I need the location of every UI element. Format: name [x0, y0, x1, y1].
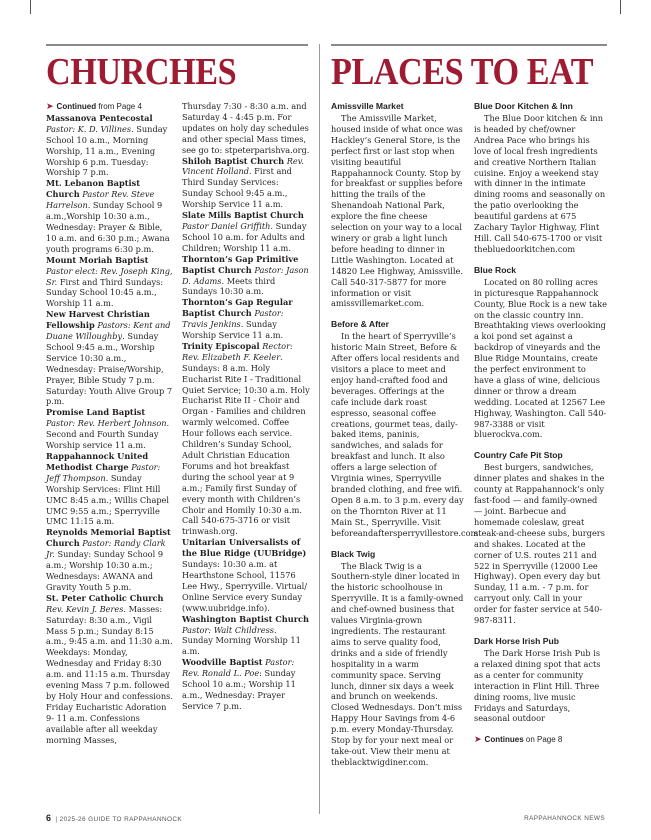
restaurant-name: Blue Door Kitchen & Inn	[474, 101, 573, 111]
church-name: Rappahannock United Methodist Charge	[46, 451, 149, 472]
church-listing	[46, 407, 174, 451]
churches-column-1	[46, 101, 174, 745]
churches-header	[46, 44, 308, 92]
church-name: Slate Mills Baptist Church	[182, 210, 304, 221]
places-heading: PLACES TO EAT	[331, 51, 594, 93]
restaurant-listing	[331, 549, 464, 768]
churches-column-2	[182, 101, 310, 712]
church-pastor: Pastor: K. D. Villines	[46, 123, 132, 134]
restaurant-name: Blue Rock	[474, 264, 517, 275]
church-details: : Sunday School 10 a.m.; Worship 11 a.m., Wednesday: Prayer Service 7 p.m.	[182, 668, 296, 711]
crop-mark-right	[620, 0, 621, 14]
church-details: . Meets third Sundays 10:30 a.m.	[182, 275, 276, 297]
church-pastor: Rev. Kevin J. Beres	[46, 603, 124, 614]
church-details: . Masses: Saturday: 8:30 a.m., Vigil Mass 5 p.m.; Sunday 8:15 a.m., 9:45 a.m. and 11:30 a.m. Weekdays: Monday, Wednesday and Friday 8:30 a.m. and 11:15 a.m. Thursday evening Mass 7 p.m. followed by Holy Hour and confessions. Friday Eucharistic Adoration 9- 11 a.m. Confessions available after all weekday morning Masses,	[46, 603, 173, 745]
church-pastor: Rector: Rev. Elizabeth F. Keeler	[182, 340, 293, 362]
church-pastor: Pastor elect: Rev. Joseph King, Sr.	[46, 265, 173, 287]
restaurant-listing	[474, 450, 607, 626]
churches-list-1	[46, 113, 174, 746]
continues-to-text: on Page 8	[523, 735, 563, 745]
restaurant-description: Best burgers, sandwiches, dinner plates and shakes in the county at Rappahannock’s only fast-food — and family-owned — joint. Barbecue and homemade coleslaw, great steak-and-cheese subs, burgers and shakes. Located at the corner of U.S. routes 211 and 522 in Sperryville (12000 Lee Highway). Open every day but Sunday, 11 a.m. - 7 p.m. for carryout only. Call in your order for faster service at 540-987-8311.	[474, 462, 605, 626]
places-header-rule	[331, 44, 607, 46]
restaurant-name: Dark Horse Irish Pub	[474, 635, 560, 646]
church-listing	[182, 657, 310, 712]
church-name: Thornton’s Gap Regular Baptist Church	[182, 297, 293, 319]
restaurant-listing	[474, 101, 607, 255]
footer-right	[524, 815, 605, 822]
church-listing	[182, 537, 310, 613]
footer-left	[46, 813, 182, 823]
church-pastor: Pastor Rev. Steve Harrelson	[46, 189, 155, 211]
church-details: First and Third Sundays: Sunday School 10:45 a.m., Worship 11 a.m.	[46, 276, 164, 309]
church-details: Sunday: Sunday School 9 a.m.; Worship 10:30 a.m.; Wednesdays: AWANA and Gravity Youth 5 p.m.	[46, 549, 164, 592]
church-listing	[182, 614, 310, 658]
church-pastor: Pastor: Randy Clark Jr.	[46, 538, 166, 560]
places-list-2	[474, 101, 607, 724]
restaurant-description: The Blue Door kitchen & inn is headed by chef/owner Andrea Pace who brings his love of local fresh ingredients and creative Northern Italian cuisine. Enjoy a weekend stay with dinner in the intimate dining rooms and seasonally on the patio overlooking the beautiful gardens at 675 Zachary Taylor Highway, Flint Hill. Call 540-675-1700 or visit thebluedoorkitchen.com	[474, 113, 606, 254]
continues-note	[474, 734, 607, 746]
continued-from-note	[46, 101, 174, 113]
church-name: St. Peter Catholic Church	[46, 592, 164, 603]
church-details: . Second and Fourth Sunday Worship service 11 a.m.	[46, 418, 170, 451]
church-pastor: Pastor: Jeff Thompson	[46, 461, 161, 483]
places-column-2	[474, 101, 607, 746]
church-name: New Harvest Christian Fellowship	[46, 309, 150, 331]
continued-word: Continued	[56, 102, 97, 111]
restaurant-description: The Black Twig is a Southern-style diner located in the historic schoolhouse in Sperryville. It is a family-owned and chef-owned business that values Virginia-grown ingredients. The restaurant aims to serve quality food, drinks and a side of friendly hospitality in a warm community space. Serving lunch, dinner six days a week and brunch on weekends. Closed Wednesdays. Don’t miss Happy Hour Savings from 4-6 p.m. every Monday-Thursday. Stop by for your next meal or take-out. View their menu at theblacktwigdiner.com.	[331, 560, 464, 767]
church-pastor: Rev. Vincent Holland	[182, 155, 304, 177]
church-name: Washington Baptist Church	[182, 613, 309, 624]
church-details: . Sunday Worship Service 11 a.m.	[182, 319, 284, 341]
places-list-1	[331, 101, 479, 768]
church-listing	[182, 101, 310, 156]
church-details: . Sunday Morning Worship 11 a.m.	[182, 624, 301, 657]
footer-guide-title: | 2025-26 GUIDE TO RAPPAHANNOCK	[55, 816, 183, 823]
church-listing	[182, 254, 310, 298]
restaurant-listing	[331, 319, 479, 538]
restaurant-description: The Amissville Market, housed inside of what once was Hackley’s General Store, is the perfect first or last stop when visiting beautiful Rappahannock County. Stop by for breakfast or supplies before hitting the trails of the Shenandoah National Park, explore the fine cheese selection on your way to a local winery or grab a light lunch before heading to dinner in Little Washington. Located at 14820 Lee Highway, Amissville. Call 540-317-5877 for more information or visit amissvillemarket.com.	[331, 113, 463, 309]
church-pastor: Pastors: Kent and Duane Willoughby	[46, 320, 171, 342]
church-name: Mount Moriah Baptist	[46, 254, 149, 265]
church-details: . Sundays: 8 a.m. Holy Eucharist Rite I - Traditional Quiet Service; 10:30 a.m. Holy Eucharist Rite II - Choir and Organ - Families and children warmly welcomed. Coffee Hour follows each service. Children’s Sunday School, Adult Christian Education Forums and hot breakfast during the school year at 9 a.m.; Family first Sunday of every month with Children’s Choir and Homily 10:30 a.m. Call 540-675-3716 or visit trinwash.org.	[182, 351, 310, 537]
arrow-right-icon: ➤	[474, 734, 482, 745]
churches-list-2	[182, 101, 310, 712]
continued-from-text: from Page 4	[96, 102, 142, 111]
church-pastor: Pastor: Rev. Ronald L. Poe	[182, 657, 295, 679]
church-details: Thursday 7:30 - 8:30 a.m. and Saturday 4 - 4:45 p.m. For updates on holy day schedules and other special Mass times, see go to: stpeterparishva.org.	[182, 101, 310, 155]
church-listing	[46, 113, 174, 178]
church-listing	[46, 593, 174, 746]
church-listing	[46, 309, 174, 407]
restaurant-description: In the heart of Sperryville’s historic Main Street, Before & After offers local residents and visitors a place to meet and enjoy hand-crafted food and beverages. Offerings at the cafe include dark roast espresso, seasonal coffee creations, gourmet teas, daily-baked items, paninis, sandwiches, and salads for breakfast and lunch. It also offers a large selection of Virginia wines, Sperryville branded clothing, and free wifi. Open 8 a.m. to 3 p.m. every day on the Thornton River at 11 Main St., Sperryville. Visit beforeandaftersperryvillestore.com	[331, 331, 479, 538]
church-listing	[182, 156, 310, 211]
church-name: Mt. Lebanon Baptist Church	[46, 178, 140, 200]
churches-heading: CHURCHES	[46, 51, 237, 93]
church-details: . Sunday School 9:45 a.m., Worship Service 10:30 a.m., Wednesday: Praise/Worship, Prayer, Bible Study 7 p.m. Saturday: Youth Alive Group 7 p.m.	[46, 331, 173, 407]
arrow-right-icon: ➤	[46, 101, 54, 111]
church-listing	[182, 210, 310, 254]
restaurant-name: Amissville Market	[331, 101, 404, 111]
restaurant-description: Located on 80 rolling acres in picturesque Rappahannock County, Blue Rock is a new take on the classic country inn. Breathtaking views overlooking a koi pond set against a backdrop of vineyards and the Blue Ridge Mountains, create the perfect environment to have a glass of wine, delicious dinner or throw a dream wedding. Located at 12567 Lee Highway, Washington. Call 540-987-3388 or visit bluerockva.com.	[474, 276, 607, 440]
church-name: Trinity Episcopal	[182, 340, 260, 351]
church-name: Promise Land Baptist	[46, 407, 146, 418]
church-details: . Sunday School 10 a.m. for Adults and Children; Worship 11 a.m.	[182, 220, 307, 253]
church-listing	[46, 178, 174, 254]
church-pastor: Pastor: Rev. Herbert Johnson	[46, 418, 167, 429]
places-column-1	[331, 101, 479, 778]
church-pastor: Pastor: Jason D. Adams	[182, 264, 309, 286]
church-name: Shiloh Baptist Church	[182, 155, 285, 166]
restaurant-listing	[331, 101, 464, 309]
church-listing	[46, 255, 174, 310]
churches-header-rule	[46, 44, 308, 46]
church-listing	[182, 341, 310, 537]
church-details: Sundays: 10:30 a.m. at Hearthstone School, 11576 Lee Hwy., Sperryville. Virtual/ Online Service every Sunday (www.uubridge.info).	[182, 559, 308, 613]
church-name: Woodville Baptist	[182, 657, 263, 668]
church-pastor: Pastor: Walt Childress	[182, 624, 274, 635]
crop-mark-left	[30, 0, 31, 14]
restaurant-name: Black Twig	[331, 548, 376, 559]
church-name: Unitarian Universalists of the Blue Ridge (UUBridge)	[182, 537, 307, 559]
church-details: . Sunday Worship Services: Flint Hill UMC 8:45 a.m.; Willis Chapel UMC 9:55 a.m.; Sperryville UMC 11:15 a.m.	[46, 472, 170, 527]
church-details: . Sunday School 10 a.m., Morning Worship, 11 a.m., Evening Worship 6 p.m. Tuesday: Worship 7 p.m.	[46, 123, 168, 178]
church-listing	[46, 527, 174, 592]
restaurant-listing	[474, 636, 607, 724]
column-divider	[319, 44, 320, 814]
restaurant-name: Country Cafe Pit Stop	[474, 450, 563, 461]
church-name: Thornton’s Gap Primitive Baptist Church	[182, 253, 299, 275]
church-pastor: Pastor: Travis Jenkins	[182, 308, 284, 330]
page-number: 6	[46, 813, 52, 823]
church-listing	[46, 451, 174, 527]
church-details: . Sunday School 9 a.m.,Worship 10:30 a.m., Wednesday: Prayer & Bible, 10 a.m. and 6:30 p.m.; Awana youth programs 6:30 p.m.	[46, 200, 170, 254]
church-details: . First and Third Sunday Services: Sunday School 9:45 a.m., Worship Service 11 a.m.	[182, 166, 292, 210]
places-header	[331, 44, 607, 92]
restaurant-description: The Dark Horse Irish Pub is a relaxed dining spot that acts as a center for community interaction in Flint Hill. Three dining rooms, live music Fridays and Saturdays, seasonal outdoor	[474, 647, 601, 724]
church-listing	[182, 297, 310, 341]
continues-word: Continues	[484, 735, 524, 745]
restaurant-listing	[474, 265, 607, 441]
church-name: Reynolds Memorial Baptist Church	[46, 527, 171, 549]
footer-publication: RAPPAHANNOCK NEWS	[524, 815, 605, 822]
church-pastor: Pastor Daniel Griffith	[182, 220, 271, 231]
church-name: Massanova Pentecostal	[46, 112, 153, 123]
restaurant-name: Before & After	[331, 319, 389, 330]
